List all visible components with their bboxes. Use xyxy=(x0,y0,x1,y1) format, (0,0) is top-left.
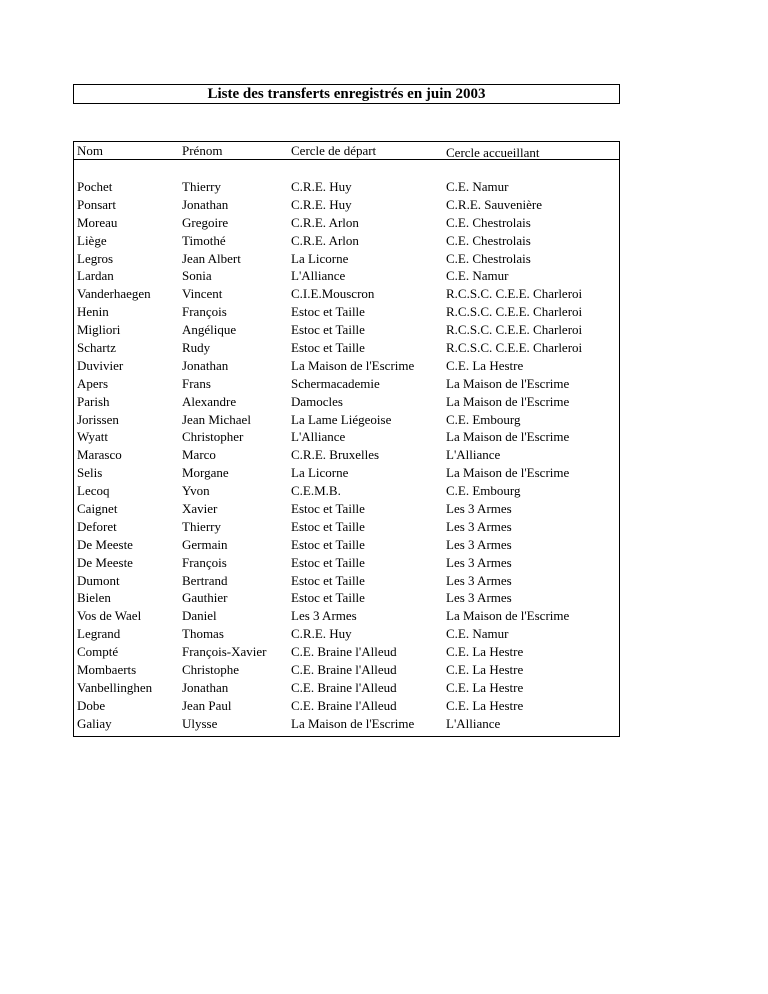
cell-cercle-accueillant: L'Alliance xyxy=(446,447,501,463)
table-row xyxy=(74,232,619,250)
table-header-row xyxy=(74,142,619,160)
header-prenom: Prénom xyxy=(182,143,223,158)
cell-cercle-depart: Estoc et Taille xyxy=(291,322,365,338)
cell-nom: Galiay xyxy=(77,715,112,731)
table-row xyxy=(74,285,619,303)
cell-prenom: Jonathan xyxy=(182,357,229,373)
cell-cercle-depart: Estoc et Taille xyxy=(291,518,365,534)
cell-cercle-depart: L'Alliance xyxy=(291,268,346,284)
cell-cercle-accueillant: C.E. La Hestre xyxy=(446,679,524,695)
cell-cercle-depart: Estoc et Taille xyxy=(291,304,365,320)
cell-cercle-depart: C.E. Braine l'Alleud xyxy=(291,697,397,713)
cell-cercle-depart: Estoc et Taille xyxy=(291,590,365,606)
cell-prenom: Yvon xyxy=(182,483,210,499)
table-row xyxy=(74,572,619,590)
table-row xyxy=(74,715,619,733)
cell-nom: Wyatt xyxy=(77,429,108,445)
cell-prenom: François xyxy=(182,304,227,320)
cell-nom: Liège xyxy=(77,232,107,248)
header-cercle-accueillant: Cercle accueillant xyxy=(446,145,540,160)
cell-prenom: Marco xyxy=(182,447,216,463)
table-row xyxy=(74,339,619,357)
cell-cercle-accueillant: L'Alliance xyxy=(446,715,501,731)
cell-nom: Mombaerts xyxy=(77,662,137,678)
cell-prenom: Jonathan xyxy=(182,679,229,695)
table-row xyxy=(74,393,619,411)
cell-prenom: Morgane xyxy=(182,465,229,481)
cell-prenom: Timothé xyxy=(182,232,226,248)
cell-cercle-accueillant: Les 3 Armes xyxy=(446,554,512,570)
cell-cercle-depart: La Maison de l'Escrime xyxy=(291,357,415,373)
cell-cercle-depart: La Maison de l'Escrime xyxy=(291,715,415,731)
cell-prenom: Angélique xyxy=(182,322,237,338)
cell-nom: Marasco xyxy=(77,447,122,463)
cell-cercle-accueillant: La Maison de l'Escrime xyxy=(446,393,570,409)
header-nom: Nom xyxy=(77,143,103,158)
cell-cercle-accueillant: C.E. La Hestre xyxy=(446,697,524,713)
table-row xyxy=(74,267,619,285)
cell-cercle-depart: La Licorne xyxy=(291,250,349,266)
cell-cercle-accueillant: R.C.S.C. C.E.E. Charleroi xyxy=(446,304,583,320)
cell-cercle-accueillant: Les 3 Armes xyxy=(446,536,512,552)
cell-cercle-depart: C.E. Braine l'Alleud xyxy=(291,662,397,678)
table-row xyxy=(74,554,619,572)
cell-cercle-accueillant: La Maison de l'Escrime xyxy=(446,375,570,391)
cell-cercle-accueillant: C.R.E. Sauvenière xyxy=(446,196,543,212)
cell-prenom: Jonathan xyxy=(182,196,229,212)
table-row xyxy=(74,428,619,446)
cell-cercle-accueillant: C.E. La Hestre xyxy=(446,662,524,678)
cell-nom: Lecoq xyxy=(77,483,110,499)
cell-nom: De Meeste xyxy=(77,536,133,552)
table-row xyxy=(74,375,619,393)
cell-cercle-depart: C.E. Braine l'Alleud xyxy=(291,644,397,660)
table-row xyxy=(74,643,619,661)
cell-prenom: François xyxy=(182,554,227,570)
cell-cercle-accueillant: La Maison de l'Escrime xyxy=(446,465,570,481)
cell-prenom: Ulysse xyxy=(182,715,218,731)
cell-nom: Legros xyxy=(77,250,114,266)
cell-prenom: Rudy xyxy=(182,340,211,356)
cell-cercle-depart: Estoc et Taille xyxy=(291,536,365,552)
table-row xyxy=(74,679,619,697)
table-row xyxy=(74,661,619,679)
cell-prenom: Xavier xyxy=(182,501,218,517)
cell-nom: Bielen xyxy=(77,590,111,606)
cell-nom: Selis xyxy=(77,465,103,481)
cell-prenom: Christopher xyxy=(182,429,244,445)
cell-prenom: Gregoire xyxy=(182,214,229,230)
table-row xyxy=(74,589,619,607)
cell-cercle-depart: C.R.E. Arlon xyxy=(291,214,359,230)
cell-nom: Vanderhaegen xyxy=(77,286,151,302)
table-row xyxy=(74,214,619,232)
cell-prenom: François-Xavier xyxy=(182,644,267,660)
cell-prenom: Frans xyxy=(182,375,211,391)
transfers-table xyxy=(73,141,620,737)
cell-cercle-accueillant: C.E. Embourg xyxy=(446,483,521,499)
table-body xyxy=(74,178,619,733)
table-row xyxy=(74,625,619,643)
header-cercle-depart: Cercle de départ xyxy=(291,143,377,158)
cell-cercle-depart: Les 3 Armes xyxy=(291,608,357,624)
table-row xyxy=(74,518,619,536)
cell-cercle-accueillant: C.E. Namur xyxy=(446,268,509,284)
cell-cercle-accueillant: Les 3 Armes xyxy=(446,590,512,606)
cell-cercle-depart: C.E. Braine l'Alleud xyxy=(291,679,397,695)
cell-cercle-accueillant: C.E. Namur xyxy=(446,179,509,194)
table-row xyxy=(74,697,619,715)
cell-cercle-depart: C.R.E. Huy xyxy=(291,196,352,212)
cell-cercle-depart: C.R.E. Bruxelles xyxy=(291,447,380,463)
cell-nom: Vanbellinghen xyxy=(77,679,153,695)
table-row xyxy=(74,178,619,196)
cell-cercle-depart: C.E.M.B. xyxy=(291,483,341,499)
cell-cercle-depart: Estoc et Taille xyxy=(291,554,365,570)
cell-cercle-depart: L'Alliance xyxy=(291,429,346,445)
cell-prenom: Thierry xyxy=(182,179,221,194)
cell-cercle-depart: Schermacademie xyxy=(291,375,380,391)
cell-cercle-depart: Estoc et Taille xyxy=(291,501,365,517)
cell-prenom: Bertrand xyxy=(182,572,228,588)
cell-nom: Pochet xyxy=(77,179,113,194)
cell-cercle-accueillant: La Maison de l'Escrime xyxy=(446,429,570,445)
document-title: Liste des transferts enregistrés en juin 2003 xyxy=(73,84,620,104)
cell-nom: De Meeste xyxy=(77,554,133,570)
cell-cercle-accueillant: R.C.S.C. C.E.E. Charleroi xyxy=(446,340,583,356)
table-row xyxy=(74,250,619,268)
cell-prenom: Jean Paul xyxy=(182,697,232,713)
table-row xyxy=(74,196,619,214)
table-row xyxy=(74,482,619,500)
cell-nom: Caignet xyxy=(77,501,118,517)
cell-prenom: Sonia xyxy=(182,268,212,284)
table-row xyxy=(74,500,619,518)
cell-prenom: Vincent xyxy=(182,286,223,302)
cell-cercle-accueillant: C.E. Chestrolais xyxy=(446,214,531,230)
cell-prenom: Germain xyxy=(182,536,228,552)
cell-nom: Duvivier xyxy=(77,357,124,373)
cell-cercle-accueillant: Les 3 Armes xyxy=(446,572,512,588)
cell-nom: Ponsart xyxy=(77,196,116,212)
cell-prenom: Jean Albert xyxy=(182,250,241,266)
cell-prenom: Thomas xyxy=(182,626,224,642)
cell-cercle-depart: C.R.E. Huy xyxy=(291,179,352,194)
cell-nom: Schartz xyxy=(77,340,116,356)
table-row xyxy=(74,464,619,482)
cell-nom: Moreau xyxy=(77,214,118,230)
cell-cercle-accueillant: C.E. La Hestre xyxy=(446,644,524,660)
cell-nom: Vos de Wael xyxy=(77,608,142,624)
cell-cercle-depart: C.R.E. Arlon xyxy=(291,232,359,248)
cell-nom: Deforet xyxy=(77,518,117,534)
cell-cercle-accueillant: C.E. Namur xyxy=(446,626,509,642)
cell-prenom: Jean Michael xyxy=(182,411,251,427)
cell-nom: Legrand xyxy=(77,626,121,642)
table-row xyxy=(74,321,619,339)
cell-prenom: Thierry xyxy=(182,518,221,534)
cell-prenom: Alexandre xyxy=(182,393,237,409)
table-row xyxy=(74,536,619,554)
cell-cercle-accueillant: C.E. Chestrolais xyxy=(446,232,531,248)
cell-prenom: Christophe xyxy=(182,662,240,678)
cell-nom: Compté xyxy=(77,644,119,660)
cell-cercle-depart: Estoc et Taille xyxy=(291,340,365,356)
table-row xyxy=(74,446,619,464)
table-row xyxy=(74,357,619,375)
table-row xyxy=(74,303,619,321)
table-row xyxy=(74,607,619,625)
cell-nom: Apers xyxy=(77,375,109,391)
cell-nom: Jorissen xyxy=(77,411,119,427)
cell-prenom: Daniel xyxy=(182,608,217,624)
cell-cercle-accueillant: C.E. Embourg xyxy=(446,411,521,427)
cell-cercle-depart: Damocles xyxy=(291,393,343,409)
cell-cercle-accueillant: C.E. Chestrolais xyxy=(446,250,531,266)
cell-cercle-depart: C.I.E.Mouscron xyxy=(291,286,375,302)
cell-prenom: Gauthier xyxy=(182,590,228,606)
cell-nom: Parish xyxy=(77,393,110,409)
cell-cercle-accueillant: C.E. La Hestre xyxy=(446,357,524,373)
cell-cercle-accueillant: Les 3 Armes xyxy=(446,501,512,517)
cell-nom: Migliori xyxy=(77,322,121,338)
cell-nom: Lardan xyxy=(77,268,114,284)
cell-nom: Dumont xyxy=(77,572,120,588)
cell-cercle-accueillant: R.C.S.C. C.E.E. Charleroi xyxy=(446,322,583,338)
cell-nom: Henin xyxy=(77,304,109,320)
table-row xyxy=(74,411,619,429)
cell-cercle-accueillant: Les 3 Armes xyxy=(446,518,512,534)
cell-nom: Dobe xyxy=(77,697,106,713)
cell-cercle-depart: C.R.E. Huy xyxy=(291,626,352,642)
cell-cercle-accueillant: R.C.S.C. C.E.E. Charleroi xyxy=(446,286,583,302)
cell-cercle-depart: La Licorne xyxy=(291,465,349,481)
cell-cercle-depart: Estoc et Taille xyxy=(291,572,365,588)
cell-cercle-depart: La Lame Liégeoise xyxy=(291,411,392,427)
cell-cercle-accueillant: La Maison de l'Escrime xyxy=(446,608,570,624)
